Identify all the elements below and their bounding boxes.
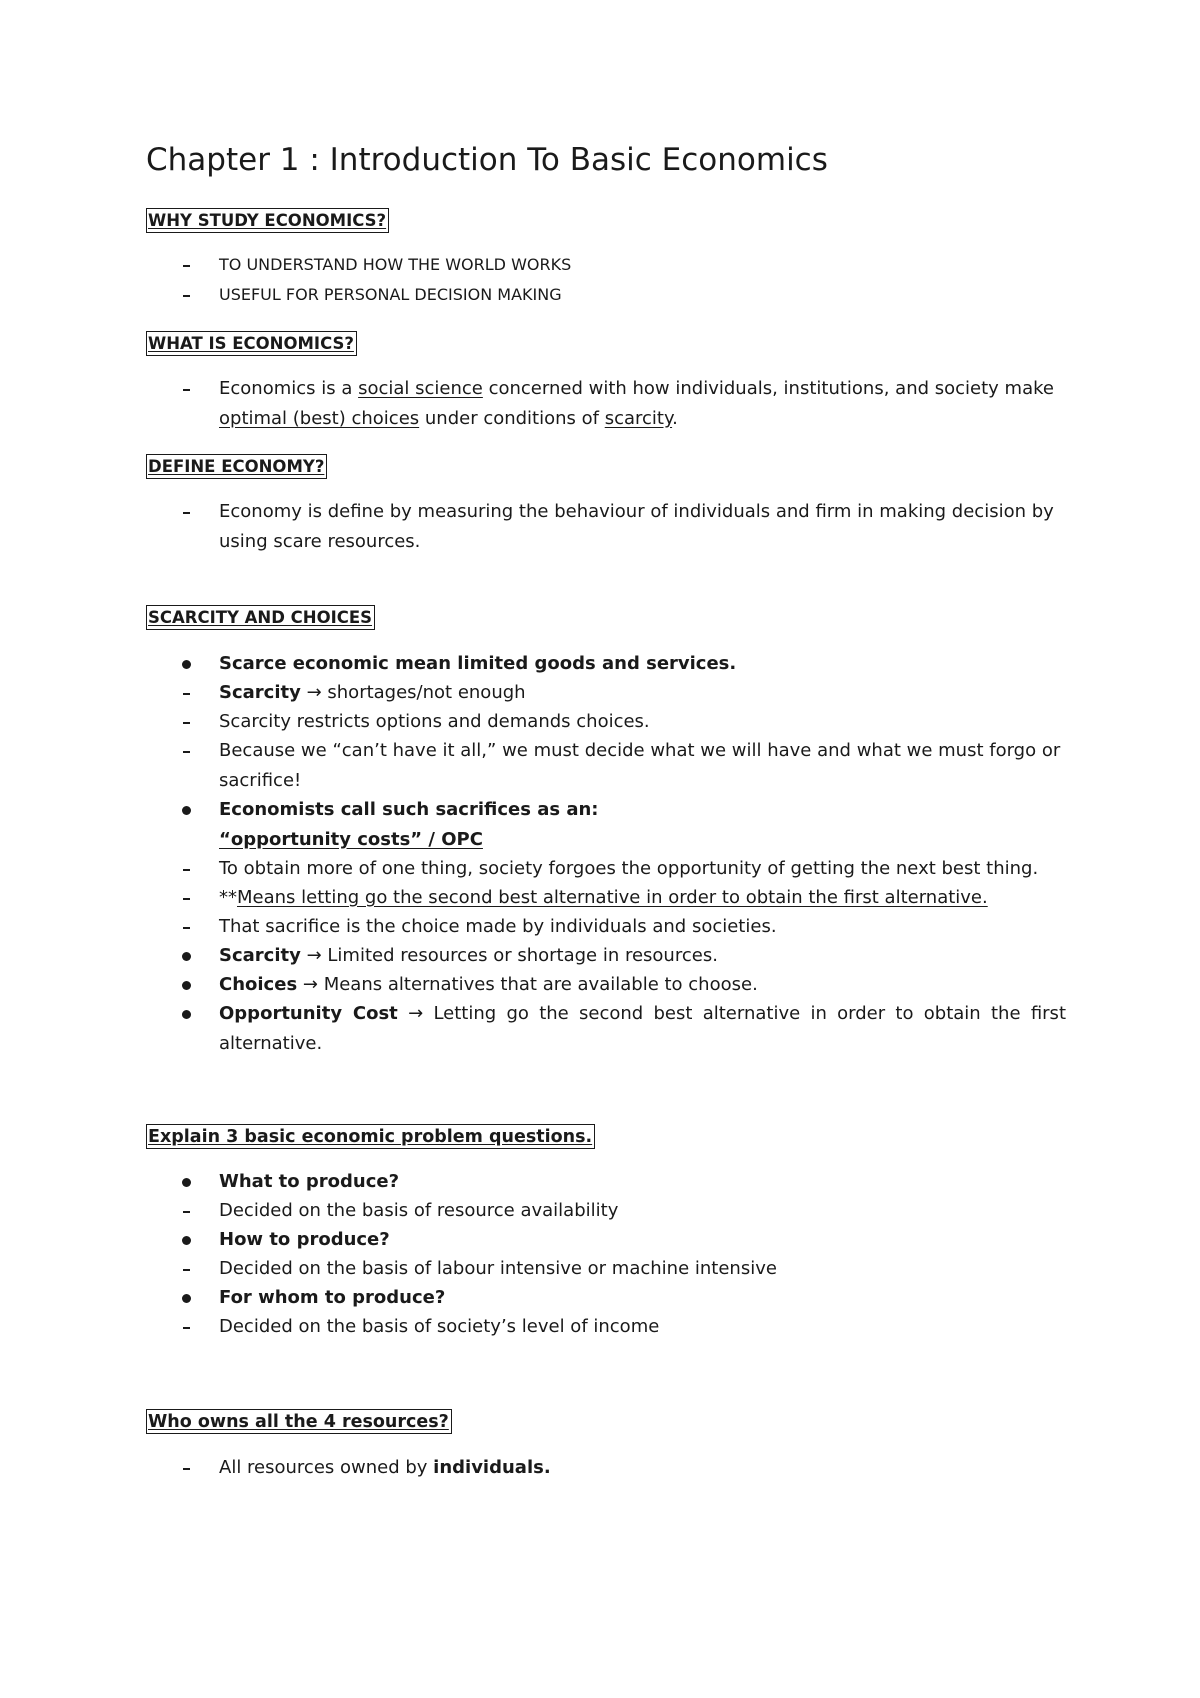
underlined-term: scarcity — [604, 408, 673, 429]
underlined-term: Means letting go the second best alternative in order to obtain the first alternative. — [237, 887, 988, 908]
heading-scarcity-and-choices: SCARCITY AND CHOICES — [146, 605, 375, 630]
underlined-term: “opportunity costs” / OPC — [219, 829, 483, 850]
heading-define-economy: DEFINE ECONOMY? — [146, 454, 327, 479]
right-arrow-icon: → — [306, 682, 322, 703]
heading-why-study-economics: WHY STUDY ECONOMICS? — [146, 208, 389, 233]
right-arrow-icon: → — [306, 945, 322, 966]
heading-what-is-economics: WHAT IS ECONOMICS? — [146, 331, 357, 356]
document-page: Chapter 1 : Introduction To Basic Economics WHY STUDY ECONOMICS? TO UNDERSTAND HOW THE WORLD WORKS USEFUL FOR PERSONAL DECISION MAKING WHAT IS ECONOMICS? Economics is a social science concerned with how individuals, institutions, and society make optimal (best) choices under conditions of scarcity. DEFINE ECONOMY? Economy is define by measuring the behaviour of individuals and firm in making decision by using scare resources. SCARCITY AND CHOICES Scarce economic mean limited goods and services. Scarcity → shortages/not enough Scarcity restricts options and demands choices. Because we “can’t have it all,” we must decide what we will have and what we must forgo or sacrifice! Economists call such sacrifices as an: “opportunity costs” / OPC To obtain more of one thing, society forgoes the opportunity of getting the next best thing. **Means letting go the second best alternative in order to obtain the first alternative. That sacrifice is the choice made by individuals and societies. Scarcity → Limited resources or shortage in resources. Choices → Means alternatives that are available to choose. Opportunity Cost → Letting go the second best alternative in order to obtain the first alternative. Explain 3 basic economic problem questions. What to produce? Decided on the basis of resource availability How to produce? Decided on the basis of labour intensive or machine intensive For whom to produce? Decided on the basis of society’s level of income Who owns all the 4 resources? All resources owned by individuals. — [0, 0, 1200, 1698]
right-arrow-icon: → — [302, 974, 318, 995]
page-title: Chapter 1 : Introduction To Basic Economics — [146, 142, 828, 178]
underlined-term: optimal (best) choices — [219, 408, 420, 429]
right-arrow-icon: → — [408, 1003, 424, 1024]
underlined-term: social science — [358, 378, 483, 399]
heading-basic-economic-problem-questions: Explain 3 basic economic problem questions. — [146, 1124, 595, 1149]
heading-who-owns-resources: Who owns all the 4 resources? — [146, 1409, 452, 1434]
